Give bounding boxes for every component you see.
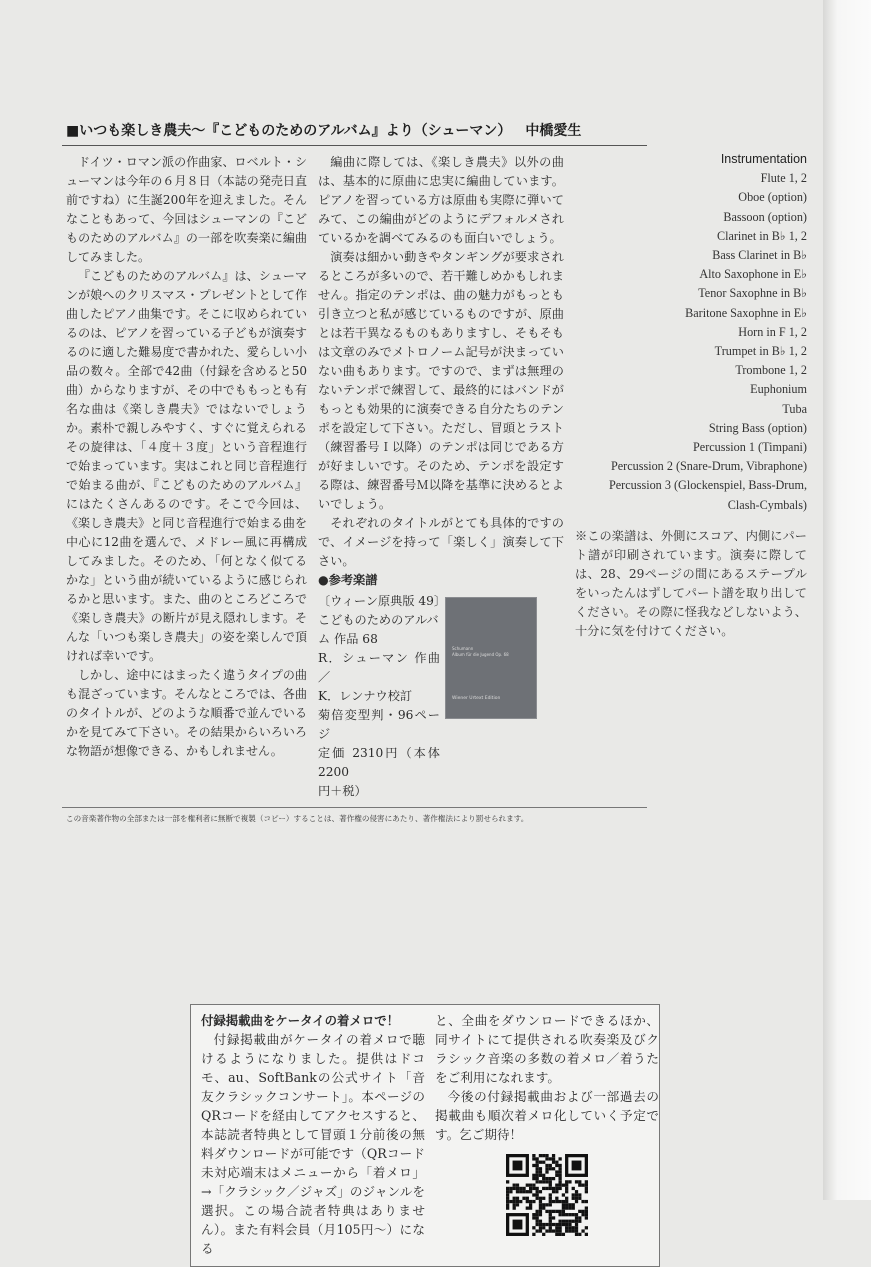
instrument: Bass Clarinet in B♭ <box>712 248 807 263</box>
paragraph: 編曲に際しては、《楽しき農夫》以外の曲は、基本的に原曲に忠実に編曲しています。ピアノを習っている方は原曲も実際に弾いてみて、この編曲がどのようにデフォルメされているかを調べてみるのも面白いでしょう。 <box>318 155 564 245</box>
instrument: Alto Saxophone in E♭ <box>699 267 807 282</box>
reference-line: こどものためのアルバ <box>318 613 439 627</box>
reference-line: 円＋税） <box>318 784 367 798</box>
page-edge <box>823 0 871 1200</box>
footer-rule <box>62 807 647 808</box>
paragraph: 演奏は細かい動きやタンギングが要求されるところが多いので、若干難しめかもしれません。指定のテンポは、曲の魅力がもっとも引き立つと私が感じているものですが、原曲とは若干異なるものもありますし、そもそもは文章のみでメトロノーム記号が決まっていない曲もあります。ですので、まずは無理のないテンポで練習して、最終的にはバンドがもっとも効果的に演奏できる自分たちのテンポを設定して下さい。ただし、冒頭とラスト（練習番号Ｉ以降）のテンポは同じである方が好ましいです。そのため、テンポを設定する際は、練習番号Ｍ以降を基準に決めるとよいでしょう。 <box>318 250 564 511</box>
qr-code-icon[interactable] <box>506 1154 588 1236</box>
reference-heading: ●参考楽譜 <box>318 573 378 587</box>
book-cover-image <box>446 598 536 718</box>
instrument: Tenor Saxophne in B♭ <box>698 286 807 301</box>
instrument: Percussion 3 (Glockenspiel, Bass-Drum, Clash-Cymbals) <box>608 478 807 512</box>
instrument: Baritone Saxophne in E♭ <box>685 305 807 320</box>
paragraph: ドイツ・ロマン派の作曲家、ロベルト・シューマンは今年の６月８日（本誌の発売日直前ですね）に生誕200年を迎えました。そんなこともあって、今回はシューマンの『こどものためのアルバム』の一部を吹奏楽に編曲してみました。 <box>66 155 307 264</box>
paragraph: 『こどものためのアルバム』は、シューマンが娘へのクリスマス・プレゼントとして作曲したピアノ曲集です。そこに収められているのは、ピアノを習っている子どもが演奏するのに適した難易度で書かれた、愛らしい小品の数々。全部で42曲（付録を含めると50曲）からなりますが、その中でももっとも有名な曲は《楽しき農夫》ではないでしょうか。素朴で親しみやすく、すぐに覚えられるその旋律は、「４度＋３度」という音程進行で始まっています。実はこれと同じ音程進行で始まる曲が、『こどものためのアルバム』にはたくさんあるのです。そこで今回は、《楽しき農夫》と同じ音程進行で始まる曲を中心に12曲を選んで、メドレー風に再構成してみました。そのため、「何となく似てるかな」という曲が続いているように感じられるかと思います。また、曲のところどころで《楽しき農夫》の断片が見え隠れします。そんな「いつも楽しき農夫」の姿を楽しんで頂ければ幸いです。 <box>66 269 307 663</box>
author: 中橋愛生 <box>525 123 582 139</box>
instrument: Percussion 2 (Snare-Drum, Vibraphone) <box>610 459 807 474</box>
article-left-column <box>66 153 307 761</box>
reference-line: K．レンナウ校訂 <box>318 689 413 703</box>
book-composer: Schumann <box>452 646 474 651</box>
instrumentation-heading: Instrumentation <box>720 152 807 166</box>
reference-line: ム 作品 68 <box>318 632 378 646</box>
article-middle-column <box>318 153 564 801</box>
book-publisher: Wiener Urtext Edition <box>452 696 501 701</box>
instrument: Bassoon (option) <box>723 209 807 224</box>
book-title: Album für die Jugend Op. 68 <box>452 652 509 657</box>
instrument: Trombone 1, 2 <box>735 363 807 378</box>
instrument: Trumpet in B♭ 1, 2 <box>714 344 807 359</box>
instrument: Flute 1, 2 <box>760 171 807 186</box>
paragraph: 付録掲載曲がケータイの着メロで聴けるようになりました。提供はドコモ、au、SoftBankの公式サイト「音友クラシックコンサート」。本ページのQRコードを経由してアクセスすると、本誌読者特典として冒頭１分前後の無料ダウンロードが可能です（QRコード未対応端末はメニューから「着メロ」→「クラシック／ジャズ」のジャンルを選択。この場合読者特典はありません）。また有料会員（月105円〜）になる <box>201 1032 425 1256</box>
instrument: Clarinet in B♭ 1, 2 <box>716 228 807 243</box>
instrument: Tuba <box>782 401 807 416</box>
reference-line: 〔ウィーン原典版 49〕 <box>318 594 447 608</box>
instrumentation-list <box>575 150 807 515</box>
right-column <box>575 150 807 641</box>
reference-line: 定価 2310円（本体 2200 <box>318 746 440 779</box>
article-title <box>66 122 581 140</box>
reference-block <box>318 592 564 801</box>
copyright-notice: この音楽著作物の全部または一部を権利者に無断で複製（コピー）することは、著作権の侵害にあたり、著作権法により罰せられます。 <box>66 814 529 823</box>
paragraph: しかし、途中にはまったく違うタイプの曲も混ざっています。そんなところでは、各曲のタイトルが、どのような順番で並んでいるかを見てみて下さい。その結果からいろいろな物語が想像できる、かもしれません。 <box>66 668 307 758</box>
instrument: Horn in F 1, 2 <box>738 324 807 339</box>
ringtone-box <box>190 1004 660 1267</box>
ringtone-column-1 <box>201 1011 425 1258</box>
reference-line: R．シューマン 作曲／ <box>318 651 440 684</box>
title-rule <box>62 145 647 146</box>
main-flow <box>62 153 662 1267</box>
instrument: Euphonium <box>750 382 807 397</box>
paragraph: 今後の付録掲載曲および一部過去の掲載曲も順次着メロ化していく予定です。乞ご期待！ <box>435 1089 659 1142</box>
ringtone-column-2 <box>435 1011 659 1258</box>
article-body <box>62 153 662 801</box>
reference-score <box>318 592 447 801</box>
instrument: Oboe (option) <box>738 190 807 205</box>
paragraph: と、全曲をダウンロードできるほか、同サイトにて提供される吹奏楽及びクラシック音楽の多数の着メロ／着うたをご利用になれます。 <box>435 1013 659 1085</box>
instrument: String Bass (option) <box>708 420 807 435</box>
instrument: Percussion 1 (Timpani) <box>693 440 807 455</box>
score-note: ※この楽譜は、外側にスコア、内側にパート譜が印刷されています。演奏に際しては、28、29ページの間にあるステープルをいったんはずしてパート譜を取り出してください。その際に怪我などしないよう、十分に気を付けてください。 <box>575 528 807 638</box>
ringtone-heading: 付録掲載曲をケータイの着メロで！ <box>201 1013 400 1028</box>
reference-line: 菊倍変型判・96ページ <box>318 708 440 741</box>
paragraph: それぞれのタイトルがとても具体的ですので、イメージを持って「楽しく」演奏して下さい。 <box>318 516 564 568</box>
title-text: ■いつも楽しき農夫〜『こどものためのアルバム』より（シューマン） <box>66 123 512 139</box>
